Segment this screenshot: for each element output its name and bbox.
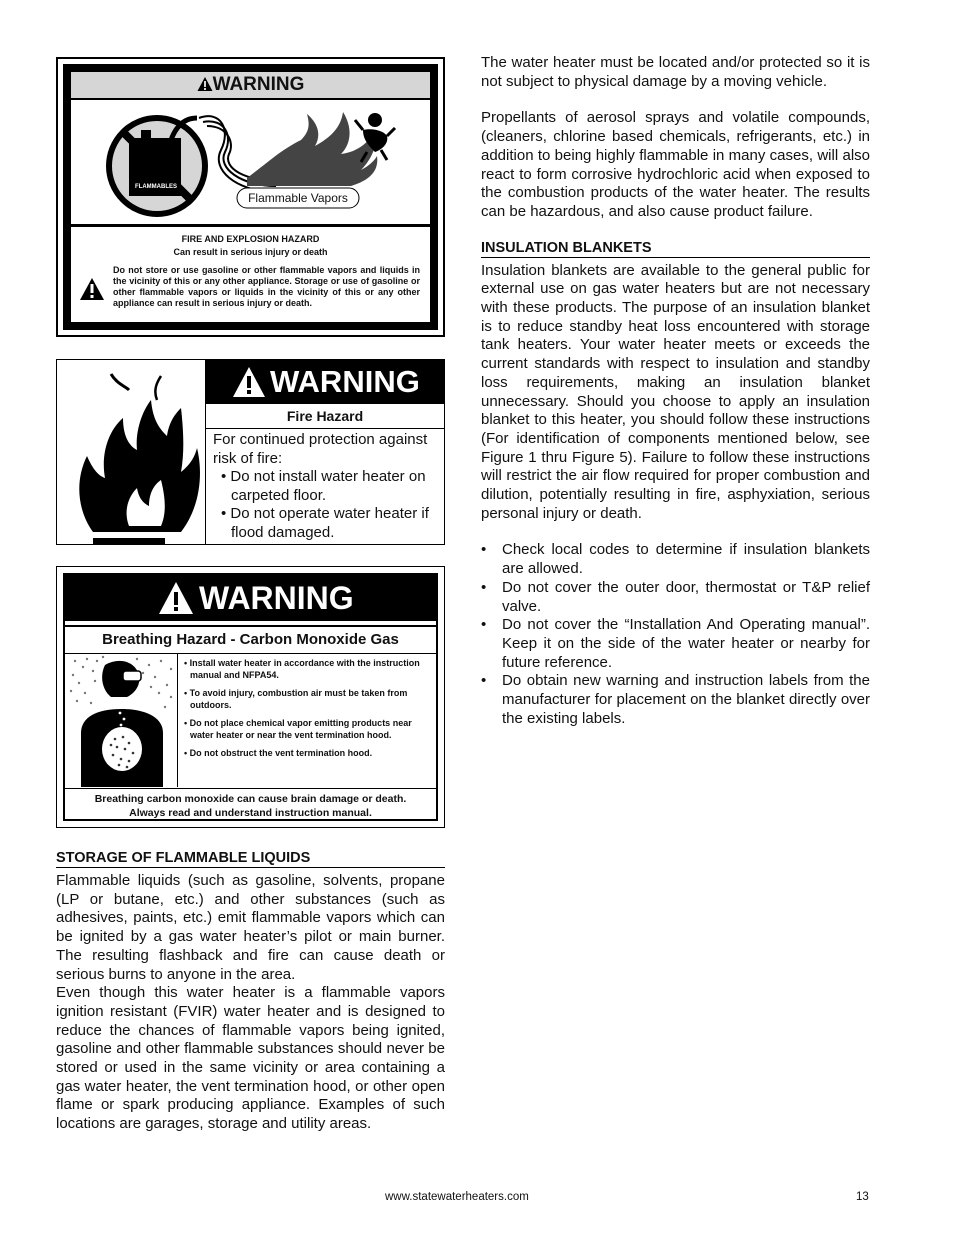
flame-icon	[57, 360, 205, 544]
co-bullet: • Do not place chemical vapor emitting products near water heater or near the vent termination hood.	[184, 718, 412, 740]
flame-illustration	[57, 360, 206, 544]
warning-header-label: WARNING	[212, 74, 305, 95]
carbon-monoxide-instructions	[181, 657, 432, 765]
fire-hazard-header	[206, 360, 444, 404]
fire-hazard-bullet: • Do not install water heater on carpeted floor.	[221, 468, 426, 504]
fire-hazard-body	[213, 431, 436, 542]
co-footer-line: Breathing carbon monoxide can cause brain damage or death.	[94, 793, 407, 805]
flammable-vapors-illustration	[71, 100, 430, 224]
aerosol-paragraph: Propellants of aerosol sprays and volatile compounds, (cleaners, chlorine based chemicals, refrigerants, etc.) in addition to being highly flammable in many cases, will also react to form corrosive hydrochloric acid when exposed to the combustion products of the water heater. The results can be hazardous, and also cause product failure.	[481, 109, 870, 220]
warning-header	[71, 72, 430, 98]
hazard-title: FIRE AND EXPLOSION HAZARD	[181, 234, 320, 244]
carbon-monoxide-frame	[63, 573, 438, 821]
fire-explosion-warning-box	[56, 57, 445, 337]
co-bullet: • To avoid injury, combustion air must be taken from outdoors.	[184, 688, 408, 710]
vehicle-protection-paragraph: The water heater must be located and/or protected so it is not subject to physical damage by a moving vehicle.	[481, 54, 870, 90]
insulation-heading: INSULATION BLANKETS	[481, 240, 870, 258]
flammable-vapors-label: Flammable Vapors	[248, 191, 348, 205]
page-number: 13	[856, 1191, 869, 1203]
fire-hazard-warning-box	[56, 359, 445, 545]
right-column	[481, 54, 870, 729]
carbon-monoxide-warning-box	[56, 566, 445, 828]
storage-paragraph: Even though this water heater is a flammable vapors ignition resistant (FVIR) water heater and is designed to reduce the chances of flammable vapors being ignited, gasoline and other flammable substances should never be stored or used in the same vicinity or area containing a gas water heater, the vent termination hood, or other open flame or spark producing appliance. Examples of such locations are garages, storage and utility areas.	[56, 984, 445, 1133]
carbon-monoxide-footer	[65, 788, 436, 819]
warning-triangle-icon	[197, 76, 213, 92]
co-footer-line: Always read and understand instruction manual.	[129, 807, 372, 819]
fire-hazard-intro: For continued protection against risk of fire:	[213, 431, 428, 467]
fire-hazard-header-label: WARNING	[270, 364, 420, 399]
flammable-vapors-icon	[71, 100, 434, 224]
list-item: • Do obtain new warning and instruction labels from the manufacturer for placement on the blanket directly over the existing labels.	[481, 672, 870, 727]
storage-heading: STORAGE OF FLAMMABLE LIQUIDS	[56, 850, 445, 868]
storage-paragraph: Flammable liquids (such as gasoline, solvents, propane (LP or butane, etc.) and other substances (such as adhesives, paints, etc.) emit flammable vapors which can be ignited by a gas water heater’s pilot or main burner. The resulting flashback and fire can cause death or serious burns to anyone in the area.	[56, 872, 445, 983]
storage-section	[56, 850, 445, 1134]
list-item: • Do not cover the “Installation And Operating manual”. Keep it on the side of the water heater or nearby for future reference.	[481, 616, 870, 671]
carbon-monoxide-header-label: WARNING	[199, 580, 354, 616]
warning-triangle-icon	[79, 277, 105, 301]
insulation-bullets	[481, 541, 870, 728]
fire-hazard-bullet: • Do not operate water heater if flood damaged.	[221, 505, 429, 541]
insulation-paragraph: Insulation blankets are available to the general public for external use on gas water heaters but are not necessary with these products. The purpose of an insulation blanket is to reduce standby heat loss encountered with storage tank heaters. Your water heater meets or exceeds the current standards with respect to insulation and standby loss requirements, making an insulation blanket unnecessary. Should you choose to apply an insulation blanket to this heater, you should follow these instructions (For identification of components mentioned below, see Figure 1 thru Figure 5). Failure to follow these instructions will restrict the air flow required for proper combustion and dilution, potentially resulting in fire, asphyxiation, serious personal injury or death.	[481, 261, 870, 522]
person-breathing-gas-icon	[67, 653, 177, 787]
carbon-monoxide-subtitle: Breathing Hazard - Carbon Monoxide Gas	[65, 625, 436, 654]
fire-explosion-text-panel	[71, 227, 430, 322]
hazard-subtitle: Can result in serious injury or death	[173, 247, 328, 257]
co-bullet: • Do not obstruct the vent termination hood.	[184, 748, 373, 758]
list-item: • Do not cover the outer door, thermostat or T&P relief valve.	[481, 578, 870, 615]
fire-hazard-subtitle: Fire Hazard	[206, 404, 444, 429]
can-label: FLAMMABLES	[135, 184, 177, 190]
fire-explosion-body: Do not store or use gasoline or other flammable vapors and liquids in the vicinity of this or any other appliance. Storage or use of gasoline or other flammable vapors or liquids in the vicinity of this or any other appliance can result in serious injury or death.	[113, 265, 420, 308]
warning-triangle-icon	[231, 365, 267, 399]
warning-triangle-icon	[157, 580, 195, 616]
co-bullet: • Install water heater in accordance with the instruction manual and NFPA54.	[184, 658, 420, 680]
fire-explosion-title	[71, 233, 430, 259]
breathing-hazard-illustration	[67, 653, 178, 787]
footer-url[interactable]: www.statewaterheaters.com	[385, 1191, 529, 1203]
carbon-monoxide-header	[65, 575, 436, 621]
list-item: • Check local codes to determine if insulation blankets are allowed.	[481, 541, 870, 578]
warning-frame	[63, 64, 438, 330]
